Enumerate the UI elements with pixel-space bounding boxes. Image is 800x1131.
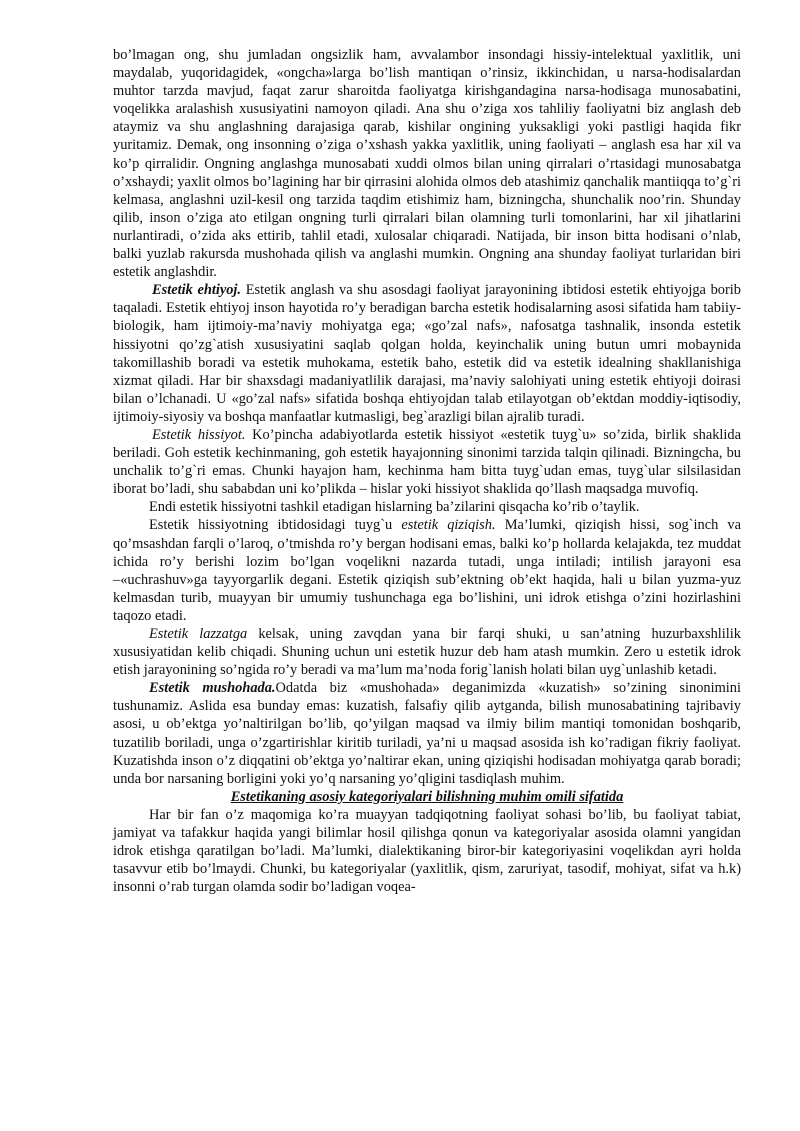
paragraph-text: Odatda biz «mushohada» deganimizda «kuzatish» so’zining sinonimini tushunamiz. Aslida esa bunday emas: kuzatish, falsafiy qilib aytganda, bilish munosabatining tajribaviy asosi, u ob’ektga yo’naltirilgan bo’lib, qo’yilgan maqsad va ilmiy bilim mantiqi tomonidan boshqarib, tuzatilib boriladi, unga o’zgartirishlar kiritib turiladi, ya’ni u maqsad asosida ish ko’radigan fikriy faoliyat. Kuzatishda inson o’z diqqatini ob’ektga yo’naltirar ekan, uning qiziqishi hodisadan mohiyatga qarab boradi; unda bor narsaning borligini yoki yo’q narsaning yo’qligini tasdiqlash muhim. (113, 680, 741, 787)
paragraph-text: Estetik hissiyotning ibtidosidagi tuyg`u (149, 517, 402, 534)
paragraph-text: Ko’pincha adabiyotlarda estetik hissiyot «estetik tuyg`u» so’zida, birlik shaklida beriladi. Goh estetik kechinmaning, goh estetik hayajonning sinonimi tarzida talqin qilinadi. Bizningcha, bu unchalik to’g`ri emas. Chunki hayajon ham, kechinma ham bitta tuyg`udan emas, tuyg`ular silsilasidan iborat bo’ladi, shu sababdan uni ko’plikda – hislar yoki hissiyot shaklida qo’llash maqsadga muvofiq. (113, 426, 741, 498)
paragraph-estetik-hissiyot (113, 426, 741, 498)
paragraph-estetik-ehtiyoj (113, 281, 741, 426)
term-estetik-lazzat: Estetik lazzatga (149, 626, 248, 642)
paragraph-estetik-qiziqish (113, 516, 741, 625)
document-page (113, 46, 741, 896)
paragraph-estetik-lazzat (113, 625, 741, 679)
paragraph-text: Estetik anglash va shu asosdagi faoliyat jarayonining ibtidosi estetik ehtiyojga borib taqaladi. Estetik ehtiyoj inson hayotida ro’y beradigan barcha estetik hodisalarning asosi sifatida ham tabiiy-biologik, ham ijtimoiy-ma’naviy mohiyatga ega; «go’zal nafs», nafosatga tashnalik, insonda estetik hissiyotni qo’zg`atish xususiyatini saqlab qolgan holda, keyinchalik uning butun umri mobaynida takomillashib boradi va estetik muhokama, estetik baho, estetik did va estetik idealning shakllanishiga xizmat qiladi. Har bir shaxsdagi madaniyatlilik darajasi, ma’naviy salohiyati uning estetik ehtiyoji doirasi bilan o’lchanadi. U «go’zal nafs» sifatida boshqa ehtiyojdan talab etilayotgan ob’ektdan moddiy-iqtisodiy, ijtimoiy-siyosiy va boshqa manfaatlar kutmasligi, beg`arazligi bilan ajralib turadi. (113, 282, 741, 425)
paragraph-text: Ma’lumki, qiziqish hissi, sog`inch va qo’msashdan farqli o’laroq, o’tmishda ro’y bergan hodisani emas, balki ko’p hollarda kelajakda, tez muddat ichida ro’y berishi lozim bo’lgan voqelikni nazarda tutadi, unga intiladi; intilish jarayoni esa –«uchrashuv»ga tayyorgarlik degani. Estetik qiziqish sub’ektning ob’ekt haqida, hali u bilan yuzma-yuz kelmasdan turib, muayyan bir umumiy tushunchaga ega bo’lishini, uni idrok etishga o’zini hozirlashini taqozo etadi. (113, 517, 741, 624)
term-estetik-mushohada: Estetik mushohada. (149, 680, 276, 697)
term-estetik-qiziqish: estetik qiziqish. (401, 517, 496, 534)
paragraph-estetik-mushohada (113, 679, 741, 788)
paragraph-kategoriyalar: Har bir fan o’z maqomiga ko’ra muayyan tadqiqotning faoliyat sohasi bo’lib, bu faoliyat tabiat, jamiyat va tafakkur haqida yangi bilimlar hosil qilishga qonun va kategoriyalar asosida olamni yangidan idrok etishga qaratilgan bo’ladi. Ma’lumki, dialektikaning biror-bir kategoriyasini voqelikdan ayri holda tasavvur etib bo’lmaydi. Chunki, bu kategoriyalar (yaxlitlik, qism, zaruriyat, tasodif, mohiyat, sifat va h.k) insonni o’rab turgan olamda sodir bo’ladigan voqea- (113, 806, 741, 896)
paragraph-text: kelsak, uning zavqdan yana bir farqi shuki, u san’atning huzurbaxshlilik xususiyatidan kelib chiqadi. Shuning uchun uni estetik huzur deb ham atash mumkin. Zero u estetik idrok etish jarayonining so’ngida ro’y beradi va ma’lum ma’noda forig`lanish holati bilan uyg`unlashib ketadi. (113, 626, 741, 679)
paragraph-hislar: Endi estetik hissiyotni tashkil etadigan hislarning ba’zilarini qisqacha ko’rib o’taylik. (149, 499, 640, 516)
term-estetik-hissiyot: Estetik hissiyot. (152, 426, 246, 443)
term-estetik-ehtiyoj: Estetik ehtiyoj. (152, 282, 242, 299)
paragraph-ong: bo’lmagan ong, shu jumladan ongsizlik ham, avvalambor insondagi hissiy-intelektual yaxlitlik, uni maydalab, yuqoridagidek, «ongcha»larga bo’lish mantiqan o’rinsiz, ikkinchidan, u narsa-hodisalardan muhtor tarzda mavjud, faqat zarur sharoitda faoliyatga kirishgandagina narsa-hodisaga munosabatini, voqelikka aralashish xususiyatini namoyon qiladi. Ana shu o’ziga xos tahliliy faoliyatni biz anglash deb ataymiz va shu anglashning darajasiga qarab, kishilar ongining yuksakligi yoki pastligi haqida fikr yuritamiz. Demak, ong insonning o’ziga o’xshash yakka yaxlitlik, uning faoliyati – anglash esa har xil va ko’p qirralidir. Ongning anglashga munosabati xuddi olmos bilan uning qirralari o’rtasidagi munosabatga o’xshaydi; yaxlit olmos bo’lagining har bir qirrasini alohida olmos deb atashimiz qanchalik mantiiqqa to’g`ri kelmasa, anglashni uzil-kesil ong tarzida taqdim etishimiz ham, bizningcha, shunchalik noo’rin. Shunday qilib, inson o’ziga ato etilgan ongning turli qirralari bilan olamning turli tomonlarini, har xil jihatlarini nurlantiradi, o’zida aks ettirib, tahlil etadi, xulosalar chiqaradi. Natijada, bir inson bitta hodisani o’nlab, balki yuzlab rakursda mushohada qilish va anglashi mumkin. Ongning ana shunday faoliyat turlaridan biri estetik anglashdir. (113, 47, 741, 281)
section-heading: Estetikaning asosiy kategoriyalari bilishning muhim omili sifatida (230, 788, 624, 805)
